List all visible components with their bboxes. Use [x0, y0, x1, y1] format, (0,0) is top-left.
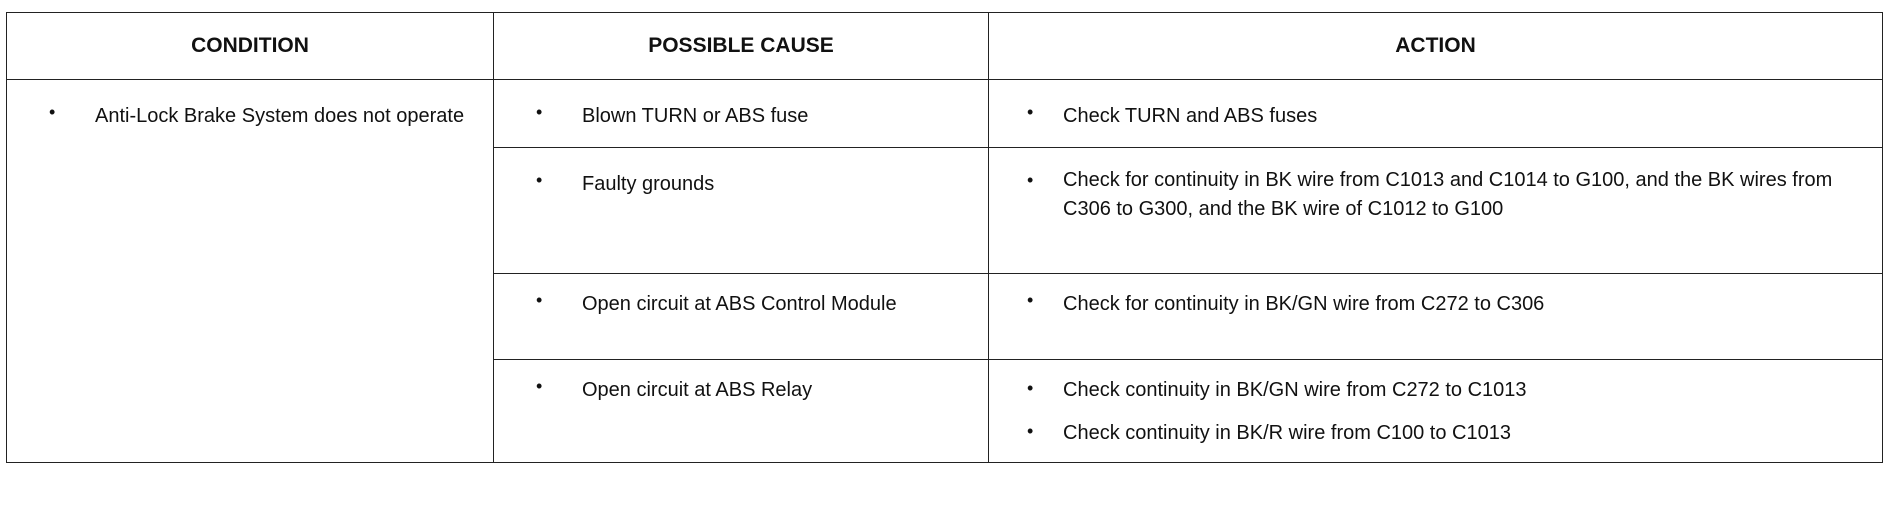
bullet-icon: • [1027, 421, 1034, 441]
table-row [7, 80, 1883, 148]
bullet-icon: • [1027, 102, 1034, 122]
condition-text: Anti-Lock Brake System does not operate [95, 105, 465, 127]
bullet-icon: • [49, 102, 56, 122]
bullet-icon: • [536, 170, 543, 190]
cause-cell [494, 148, 989, 274]
cause-cell [494, 360, 989, 463]
action-item [989, 376, 1882, 405]
cause-text: Open circuit at ABS Relay [582, 379, 813, 401]
action-cell [989, 80, 1883, 148]
cause-text: Faulty grounds [582, 173, 715, 195]
diagnosis-table [6, 12, 1883, 463]
action-text: Check for continuity in BK/GN wire from C272 to C306 [1063, 293, 1545, 315]
action-cell [989, 148, 1883, 274]
bullet-icon: • [536, 102, 543, 122]
header-row [7, 13, 1883, 80]
header-condition: CONDITION [7, 13, 494, 80]
action-text: Check for continuity in BK wire from C1013 and C1014 to G100, and the BK wires from C306 to G300, and the BK wire of C1012 to G100 [1063, 169, 1833, 220]
action-cell [989, 360, 1883, 463]
cause-cell [494, 80, 989, 148]
action-text: Check continuity in BK/R wire from C100 to C1013 [1063, 422, 1511, 444]
action-item [989, 419, 1882, 448]
action-text: Check TURN and ABS fuses [1063, 105, 1318, 127]
cause-text: Open circuit at ABS Control Module [582, 293, 897, 315]
header-possible-cause: POSSIBLE CAUSE [494, 13, 989, 80]
bullet-icon: • [1027, 170, 1034, 190]
bullet-icon: • [536, 376, 543, 396]
condition-cell [7, 80, 494, 463]
bullet-icon: • [1027, 290, 1034, 310]
bullet-icon: • [1027, 378, 1034, 398]
header-action: ACTION [989, 13, 1883, 80]
action-cell [989, 274, 1883, 360]
bullet-icon: • [536, 290, 543, 310]
cause-cell [494, 274, 989, 360]
action-text: Check continuity in BK/GN wire from C272 to C1013 [1063, 379, 1527, 401]
cause-text: Blown TURN or ABS fuse [582, 105, 809, 127]
